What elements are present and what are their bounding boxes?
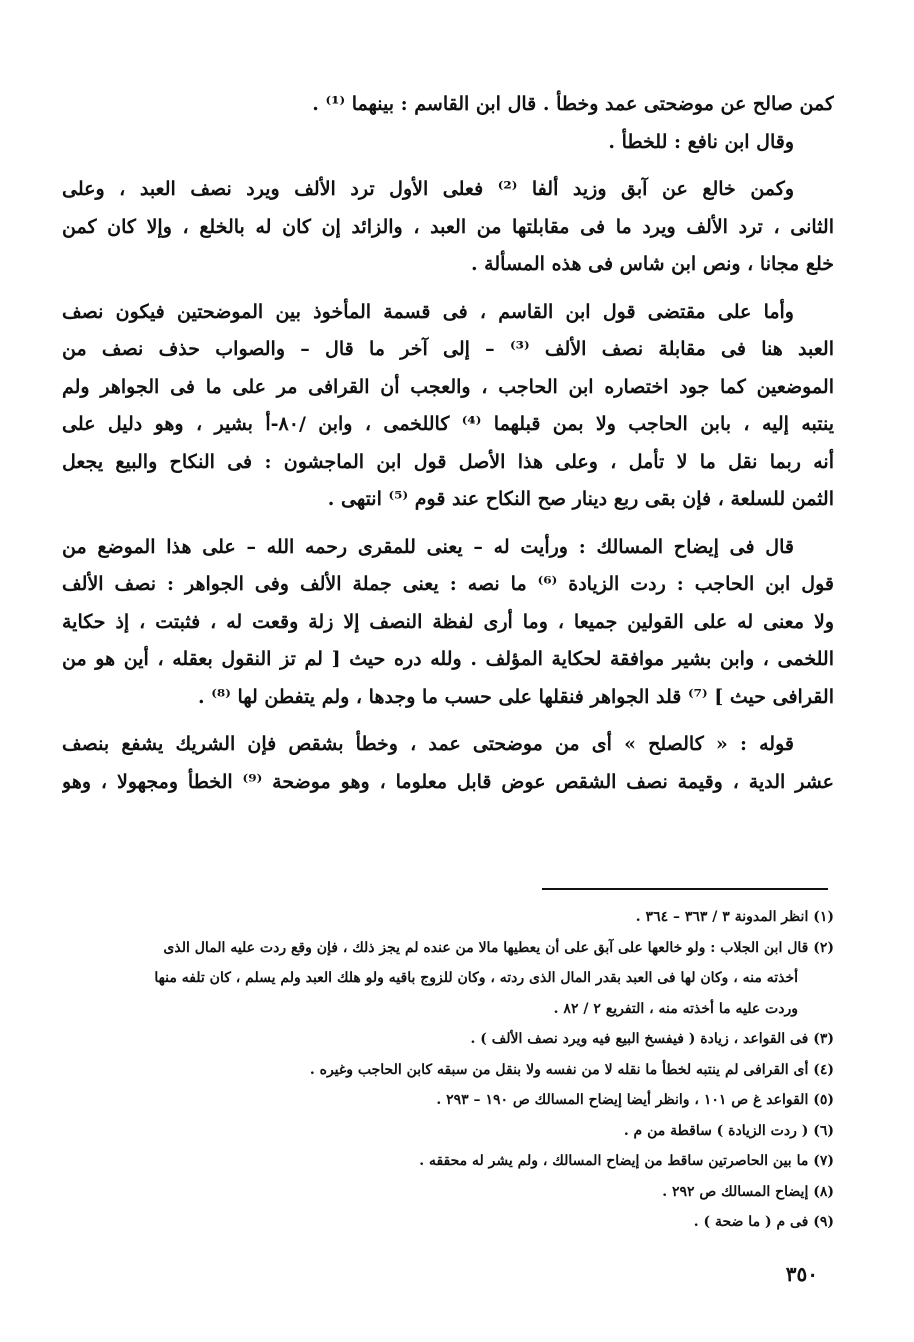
footnote-5: (٥) القواعد غ ص ١٠١ ، وانظر أيضا إيضاح المسالك ص ١٩٠ – ٢٩٣ .	[436, 1092, 834, 1108]
footnote-9: (٩) فى م ( ما ضحة ) .	[693, 1214, 834, 1230]
paragraph-2	[62, 171, 834, 284]
paragraph-1	[62, 86, 834, 161]
paragraph-5	[62, 726, 834, 801]
text-line: خلع مجانا ، ونص ابن شاس فى هذه المسألة .	[470, 253, 834, 275]
page-number: ٣٥٠	[785, 1262, 818, 1286]
footnote-1: (١) انظر المدونة ٣ / ٣٦٣ – ٣٦٤ .	[635, 909, 834, 925]
footnote-7: (٧) ما بين الحاصرتين ساقط من إيضاح المسالك ، ولم يشر له محققه .	[419, 1153, 834, 1169]
text-line: كمن صالح عن موضحتى عمد وخطأ . قال ابن القاسم : بينهما ⁽¹⁾ .	[312, 93, 834, 115]
main-text	[62, 86, 834, 811]
text-line: ينتبه إليه ، بابن الحاجب ولا بمن قبلهما ⁽⁴⁾ كاللخمى ، وابن /٨٠-أ بشير ، وهو دليل على	[62, 413, 834, 435]
footnote-4: (٤) أى القرافى لم ينتبه لخطأ ما نقله لا من نفسه ولا بنقل من سبقه كابن الحاجب وغيره .	[309, 1061, 834, 1078]
text-line: قال فى إيضاح المسالك : ورأيت له – يعنى للمقرى رحمه الله – على هذا الموضع من	[62, 535, 794, 558]
text-line: العبد هنا فى مقابلة نصف الألف ⁽³⁾ – إلى آخر ما قال – والصواب حذف نصف من	[62, 338, 834, 360]
text-line: وأما على مقتضى قول ابن القاسم ، فى قسمة المأخوذ بين الموضحتين فيكون نصف	[62, 300, 794, 323]
text-line: اللخمى ، وابن بشير موافقة لحكاية المؤلف . ولله دره حيث [ لم تز النقول بعقله ، أين هو من	[62, 648, 834, 670]
footnote-2-cont: أخذته منه ، وكان لها فى العبد بقدر المال الذى ردته ، وكان للزوج باقيه ولو هلك العبد ولم يسلم ، كان تلفه منها	[154, 970, 798, 986]
text-line: وقال ابن نافع : للخطأ .	[608, 130, 794, 153]
footnotes	[62, 902, 834, 1238]
text-line: قوله : « كالصلح » أى من موضحتى عمد ، وخطأ بشقص فإن الشريك يشفع بنصف	[62, 733, 794, 755]
text-line: عشر الدية ، وقيمة نصف الشقص عوض قابل معلوما ، وهو موضحة ⁽⁹⁾ الخطأ ومجهولا ، وهو	[62, 770, 834, 793]
paragraph-4	[62, 529, 834, 717]
text-line: القرافى حيث ] ⁽⁷⁾ قلد الجواهر فنقلها على حسب ما وجدها ، ولم يتفطن لها ⁽⁸⁾ .	[197, 685, 834, 708]
footnote-8: (٨) إيضاح المسالك ص ٢٩٢ .	[662, 1183, 834, 1200]
text-line: الثانى ، ترد الألف ويرد ما فى مقابلتها من العبد ، والزائد إن كان له بالخلع ، وإلا كان كمن	[62, 215, 834, 238]
text-line: أنه ربما نقل ما لا تأمل ، وعلى هذا الأصل قول ابن الماجشون : فى النكاح والبيع يجعل	[62, 450, 834, 473]
footnote-2: (٢) قال ابن الجلاب : ولو خالعها على آبق على أن يعطيها مالا من عنده لم يجز ذلك ، فإن وقع ردت عليه المال الذى	[163, 939, 834, 956]
text-line: قول ابن الحاجب : ردت الزيادة ⁽⁶⁾ ما نصه : يعنى جملة الألف وفى الجواهر : نصف الألف	[62, 573, 834, 595]
footnote-3: (٣) فى القواعد ، زيادة ( فيفسخ البيع فيه ويرد نصف الألف ) .	[470, 1031, 834, 1047]
text-line: وكمن خالع عن آبق وزيد ألفا ⁽²⁾ فعلى الأول ترد الألف ويرد نصف العبد ، وعلى	[62, 178, 794, 200]
footnote-separator	[542, 888, 828, 890]
text-line: ولا معنى له على القولين جميعا ، وما أرى لفظة النصف إلا زلة وقعت له ، فثبتت ، إذ حكاية	[62, 610, 834, 633]
text-line: الموضعين كما جود اختصاره ابن الحاجب ، والعجب أن القرافى مر على ما فى الجواهر ولم	[62, 375, 834, 398]
footnote-6: (٦) ( ردت الزيادة ) ساقطة من م .	[623, 1122, 834, 1139]
footnote-2-cont: وردت عليه ما أخذته منه ، التفريع ٢ / ٨٢ .	[553, 1000, 798, 1017]
paragraph-3	[62, 294, 834, 519]
text-line: الثمن للسلعة ، فإن بقى ربع دينار صح النكاح عند قوم ⁽⁵⁾ انتهى .	[327, 488, 834, 510]
